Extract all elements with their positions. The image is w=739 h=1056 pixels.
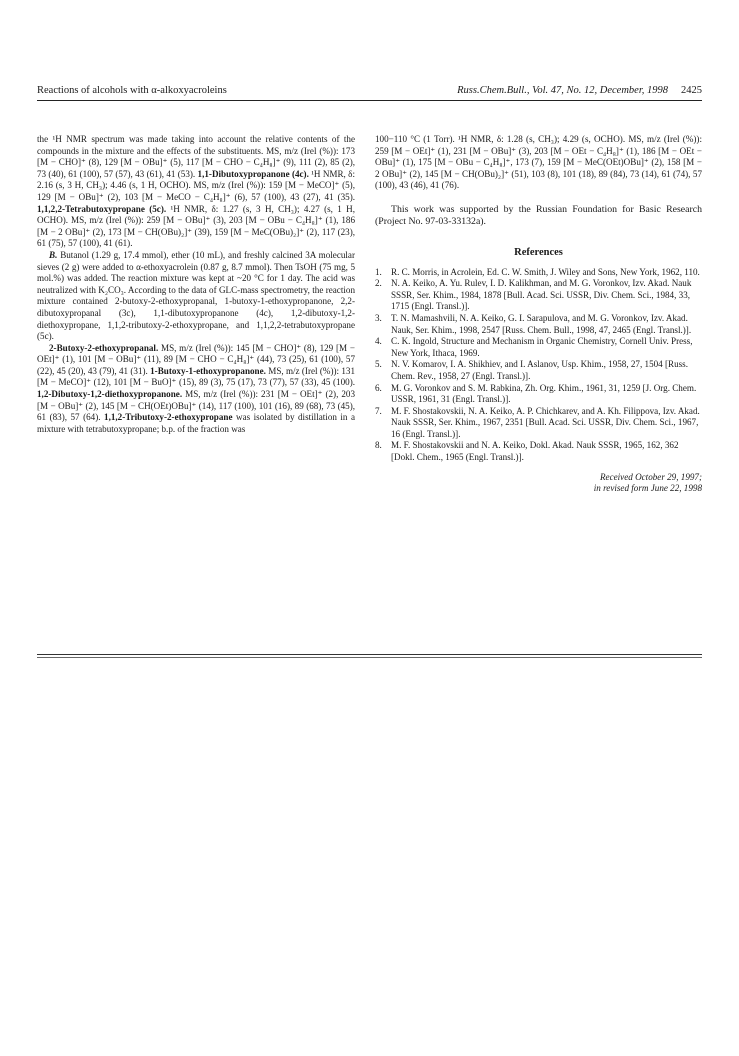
reference-item: 8. M. F. Shostakovskii and N. A. Keiko, Dokl. Akad. Nauk SSSR, 1965, 162, 362 [Dokl. Chem., 1965 (Engl. Transl.)]. bbox=[375, 440, 679, 463]
paragraph-text: MS, m/z (Irel (%)): 231 [M − OEt]⁺ (2), 203 [M − OBu]⁺ (2), 145 [M − CH(OEt)OBu]⁺ (14), 117 (100), 101 (16), 89 (68), 73 (45), 61 (83), 57 (64). bbox=[37, 389, 355, 423]
compound-name: 1-Butoxy-1-ethoxypropanone. bbox=[150, 365, 266, 376]
header-rule bbox=[37, 100, 702, 101]
paragraph-text: MS, m/z (Irel (%)): 131 [M − MeCO]⁺ (12), 101 [M − BuO]⁺ (15), 89 (3), 75 (17), 73 (77), 57 (33), 45 (100). bbox=[37, 365, 355, 388]
paragraph-text: was isolated by distillation in a mixture with tetrabutoxypropane; b.p. of the fraction was bbox=[37, 412, 356, 434]
paragraph-text: ¹H NMR, δ: 2.16 (s, 3 H, CH₃); 4.46 (s, 1 H, OCHO). MS, m/z (Irel (%)): 159 [M − MeCO]⁺ (5), 129 [M − OBu]⁺ (2), 103 [M − MeCO − C₄H₈]⁺ (6), 57 (100), 43 (27), 41 (35). bbox=[37, 168, 355, 202]
reference-item: 2. N. A. Keiko, A. Yu. Rulev, I. D. Kalikhman, and M. G. Voronkov, Izv. Akad. Nauk SSSR, Ser. Khim., 1984, 1878 [Bull. Acad. Sci. USSR, Div. Chem. Sci., 1984, 33, 1715 (Engl. Transl.)]. bbox=[375, 278, 692, 312]
page-number: 2425 bbox=[681, 85, 702, 96]
footer-rule bbox=[37, 654, 702, 655]
right-column bbox=[375, 134, 702, 495]
paragraph-text: Butanol (1.29 g, 17.4 mmol), ether (10 mL), and freshly calcined 3A molecular sieves (2 g) were added to α-ethoxyacrolein (0.87 g, 8.7 mmol). Then TsOH (75 mg, 5 mol.%) was added. The reaction mixture was kept at ~20 °C for 1 day. The acid was neutralized with K₂CO₃. According to the data of GLC-mass spectrometry, the reaction mixture contained 2-butoxy-2-ethoxypropanal, 1-butoxy-1-ethoxypropanone, 2,2-dibutoxypropanal (3c), 1,1-dibutoxypropanone (4c), 1,2-dibutoxy-1,2-diethoxypropane, 1,1,2-tributoxy-2-ethoxypropane, and 1,1,2,2-tetrabutoxypropane (5c). bbox=[37, 249, 355, 342]
received-date bbox=[375, 472, 702, 495]
header-journal: Russ.Chem.Bull., Vol. 47, No. 12, December, 1998 bbox=[457, 85, 668, 96]
compound-name: 2-Butoxy-2-ethoxypropanal. bbox=[49, 342, 159, 353]
received-line: Received October 29, 1997; bbox=[599, 471, 702, 482]
compound-name-4c: 1,1-Dibutoxypropanone (4c). bbox=[197, 168, 309, 179]
header-title: Reactions of alcohols with α-alkoxyacroleins bbox=[37, 85, 227, 96]
paragraph-continuation: 100−110 °C (1 Torr). ¹H NMR, δ: 1.28 (s, CH₃); 4.29 (s, OCHO). MS, m/z (Irel (%)): 259 [M − OEt]⁺ (1), 231 [M − OBu]⁺ (3), 203 [M − OEt − C₄H₈]⁺ (1), 186 [M − OEt − OBu]⁺ (1), 175 [M − OBu − C₄H₈]⁺, 173 (7), 159 [M − MeC(OEt)OBu]⁺ (2), 158 [M − 2 OBu]⁺ (2), 145 [M − CH(OBu)₂]⁺ (51), 103 (8), 101 (18), 89 (84), 73 (14), 61 (74), 57 (100), 43 (46), 41 (76). bbox=[375, 134, 702, 191]
paragraph-text: ¹H NMR, δ: 1.27 (s, 3 H, CH₃); 4.27 (s, 1 H, OCHO). MS, m/z (Irel (%)): 259 [M − OBu]⁺ (3), 203 [M − OBu − C₄H₈]⁺ (1), 186 [M − 2 OBu]⁺ (2), 173 [M − CH(OBu)₂]⁺ (39), 159 [M − MeC(OBu)₂]⁺ (2), 117 (23), 61 (75), 57 (100), 41 (61). bbox=[37, 203, 355, 249]
acknowledgement: This work was supported by the Russian Foundation for Basic Research (Project No. 97-03-33132a). bbox=[375, 203, 702, 228]
reference-item: 4. C. K. Ingold, Structure and Mechanism in Organic Chemistry, Cornell Univ. Press, New York, Ithaca, 1969. bbox=[375, 336, 693, 358]
reference-item: 7. M. F. Shostakovskii, N. A. Keiko, A. P. Chichkarev, and A. Kh. Filippova, Izv. Akad. Nauk SSSR, Ser. Khim., 1967, 2351 [Bull. Acad. Sci. USSR, Div. Chem. Sci., 1967, 16 (Engl. Transl.)]. bbox=[375, 405, 700, 439]
paragraph-method-b bbox=[37, 250, 355, 343]
reference-item: 6. M. G. Voronkov and S. M. Rabkina, Zh. Org. Khim., 1961, 31, 1259 [J. Org. Chem. USSR, 1961, 31 (Engl. Transl.)]. bbox=[375, 382, 697, 405]
revised-line: in revised form June 22, 1998 bbox=[593, 483, 702, 494]
running-header bbox=[37, 84, 702, 98]
paragraph-text: MS, m/z (Irel (%)): 145 [M − CHO]⁺ (8), 129 [M − OEt]⁺ (1), 101 [M − OBu]⁺ (11), 89 [M − CHO − C₄H₈]⁺ (44), 73 (25), 61 (100), 57 (22), 45 (20), 43 (79), 41 (31). bbox=[37, 342, 355, 376]
references-list bbox=[375, 267, 702, 464]
reference-item: 1. R. C. Morris, in Acrolein, Ed. C. W. Smith, J. Wiley and Sons, New York, 1962, 110. bbox=[375, 266, 700, 277]
left-column bbox=[37, 134, 355, 435]
references-heading: References bbox=[514, 246, 563, 258]
footer-rule-2 bbox=[37, 657, 702, 658]
reference-item: 3. T. N. Mamashvili, N. A. Keiko, G. I. Sarapulova, and M. G. Voronkov, Izv. Akad. Nauk, Ser. Khim., 1998, 2547 [Russ. Chem. Bull., 1998, 47, 2465 (Engl. Transl.)]. bbox=[375, 312, 692, 335]
reference-item: 5. N. V. Komarov, I. A. Shikhiev, and I. Aslanov, Usp. Khim., 1958, 27, 1504 [Russ. Chem. Rev., 1958, 27 (Engl. Transl.)]. bbox=[375, 359, 688, 381]
compound-name: 1,2-Dibutoxy-1,2-diethoxypropanone. bbox=[37, 389, 183, 400]
paragraph-products-ms bbox=[37, 343, 355, 436]
paragraph-text: the ¹H NMR spectrum was made taking into account the relative contents of the compounds in the mixture and the effects of the substituents. MS, m/z (Irel (%)): 173 [M − CHO]⁺ (8), 129 [M − OBu]⁺ (5), 117 [M − CHO − C₄H₈]⁺ (9), 111 (2), 85 (2), 73 (40), 61 (100), 57 (57), 43 (61), 41 (53). bbox=[37, 134, 355, 179]
compound-name-5c: 1,1,2,2-Tetrabutoxypropane (5c). bbox=[37, 203, 167, 214]
compound-name: 1,1,2-Tributoxy-2-ethoxypropane bbox=[104, 412, 233, 423]
paragraph-3c-ms bbox=[37, 134, 355, 250]
method-label: B. bbox=[49, 249, 58, 260]
